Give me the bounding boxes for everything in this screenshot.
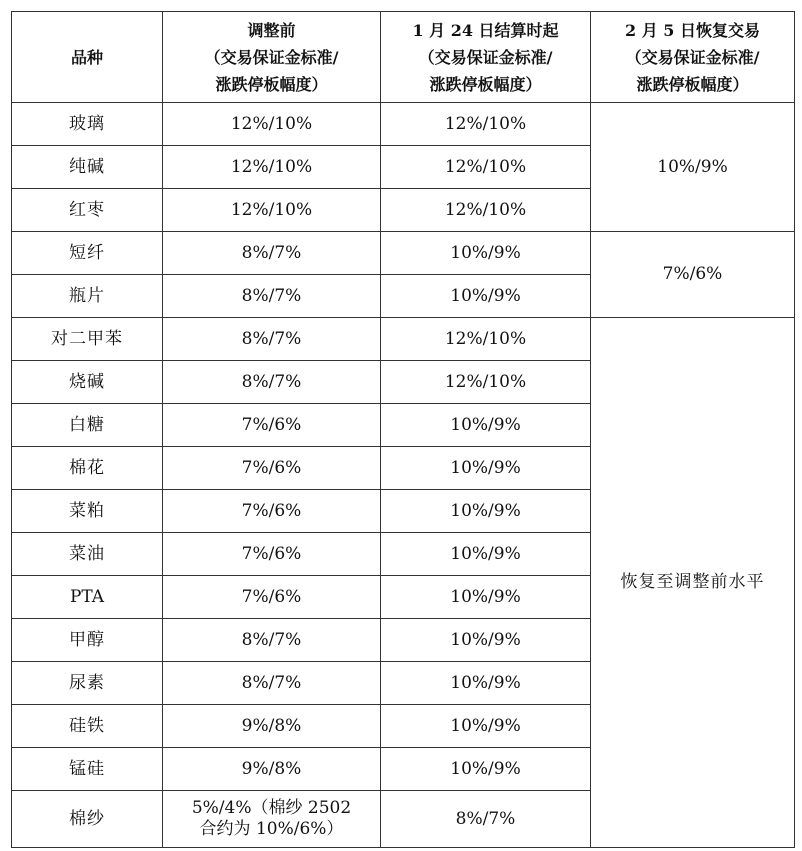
variety-cell: 纯碱 [12, 146, 163, 189]
variety-cell: 瓶片 [12, 275, 163, 318]
from-jan24-cell: 12%/10% [381, 318, 591, 361]
before-cell: 8%/7% [163, 275, 381, 318]
resume-cell-group-b: 7%/6% [591, 232, 795, 318]
header-before-sub1: （交易保证金标准/ [204, 47, 339, 67]
before-cell: 9%/8% [163, 748, 381, 791]
header-resume-feb5-sub1: （交易保证金标准/ [625, 47, 760, 67]
from-jan24-cell: 10%/9% [381, 533, 591, 576]
before-cell: 7%/6% [163, 576, 381, 619]
resume-cell-group-c: 恢复至调整前水平 [591, 318, 795, 848]
from-jan24-cell: 10%/9% [381, 447, 591, 490]
table-row [12, 232, 795, 275]
header-from-jan24-sub1: （交易保证金标准/ [418, 47, 553, 67]
before-cell: 7%/6% [163, 404, 381, 447]
table-row [12, 103, 795, 146]
from-jan24-cell: 10%/9% [381, 490, 591, 533]
header-from-jan24-title: 1 月 24 日结算时起 [412, 20, 559, 40]
variety-cell: 白糖 [12, 404, 163, 447]
header-before-sub2: 涨跌停板幅度） [215, 74, 328, 94]
table-row [12, 318, 795, 361]
before-cell: 7%/6% [163, 533, 381, 576]
variety-cell: PTA [12, 576, 163, 619]
variety-cell: 棉纱 [12, 791, 163, 848]
from-jan24-cell: 10%/9% [381, 705, 591, 748]
variety-cell: 短纤 [12, 232, 163, 275]
variety-cell: 菜粕 [12, 490, 163, 533]
from-jan24-cell: 10%/9% [381, 232, 591, 275]
variety-cell: 尿素 [12, 662, 163, 705]
variety-cell: 锰硅 [12, 748, 163, 791]
variety-cell: 棉花 [12, 447, 163, 490]
before-cell: 7%/6% [163, 447, 381, 490]
from-jan24-cell: 10%/9% [381, 748, 591, 791]
before-cell: 8%/7% [163, 662, 381, 705]
before-cell: 8%/7% [163, 361, 381, 404]
resume-cell-group-a: 10%/9% [591, 103, 795, 232]
before-note-line1: 5%/4%（棉纱 2502 [191, 798, 352, 818]
before-cell [163, 791, 381, 848]
before-cell: 7%/6% [163, 490, 381, 533]
before-cell: 12%/10% [163, 189, 381, 232]
header-from-jan24 [381, 12, 591, 103]
header-resume-feb5-sub2: 涨跌停板幅度） [636, 74, 749, 94]
from-jan24-cell: 12%/10% [381, 146, 591, 189]
before-cell: 12%/10% [163, 146, 381, 189]
variety-cell: 烧碱 [12, 361, 163, 404]
header-from-jan24-sub2: 涨跌停板幅度） [429, 74, 542, 94]
variety-cell: 对二甲苯 [12, 318, 163, 361]
from-jan24-cell: 10%/9% [381, 662, 591, 705]
before-cell: 8%/7% [163, 232, 381, 275]
variety-cell: 甲醇 [12, 619, 163, 662]
table-header-row [12, 12, 795, 103]
from-jan24-cell: 8%/7% [381, 791, 591, 848]
variety-cell: 菜油 [12, 533, 163, 576]
before-note-line2: 合约为 10%/6%） [199, 819, 344, 839]
header-resume-feb5 [591, 12, 795, 103]
before-cell: 9%/8% [163, 705, 381, 748]
from-jan24-cell: 10%/9% [381, 619, 591, 662]
margin-limit-table [11, 11, 795, 848]
from-jan24-cell: 12%/10% [381, 189, 591, 232]
header-before-title: 调整前 [247, 20, 296, 40]
header-variety: 品种 [12, 12, 163, 103]
variety-cell: 红枣 [12, 189, 163, 232]
variety-cell: 硅铁 [12, 705, 163, 748]
header-resume-feb5-title: 2 月 5 日恢复交易 [625, 20, 760, 40]
before-cell: 8%/7% [163, 318, 381, 361]
from-jan24-cell: 10%/9% [381, 576, 591, 619]
header-before [163, 12, 381, 103]
variety-cell: 玻璃 [12, 103, 163, 146]
from-jan24-cell: 10%/9% [381, 404, 591, 447]
before-cell: 8%/7% [163, 619, 381, 662]
from-jan24-cell: 12%/10% [381, 361, 591, 404]
from-jan24-cell: 12%/10% [381, 103, 591, 146]
before-cell: 12%/10% [163, 103, 381, 146]
from-jan24-cell: 10%/9% [381, 275, 591, 318]
